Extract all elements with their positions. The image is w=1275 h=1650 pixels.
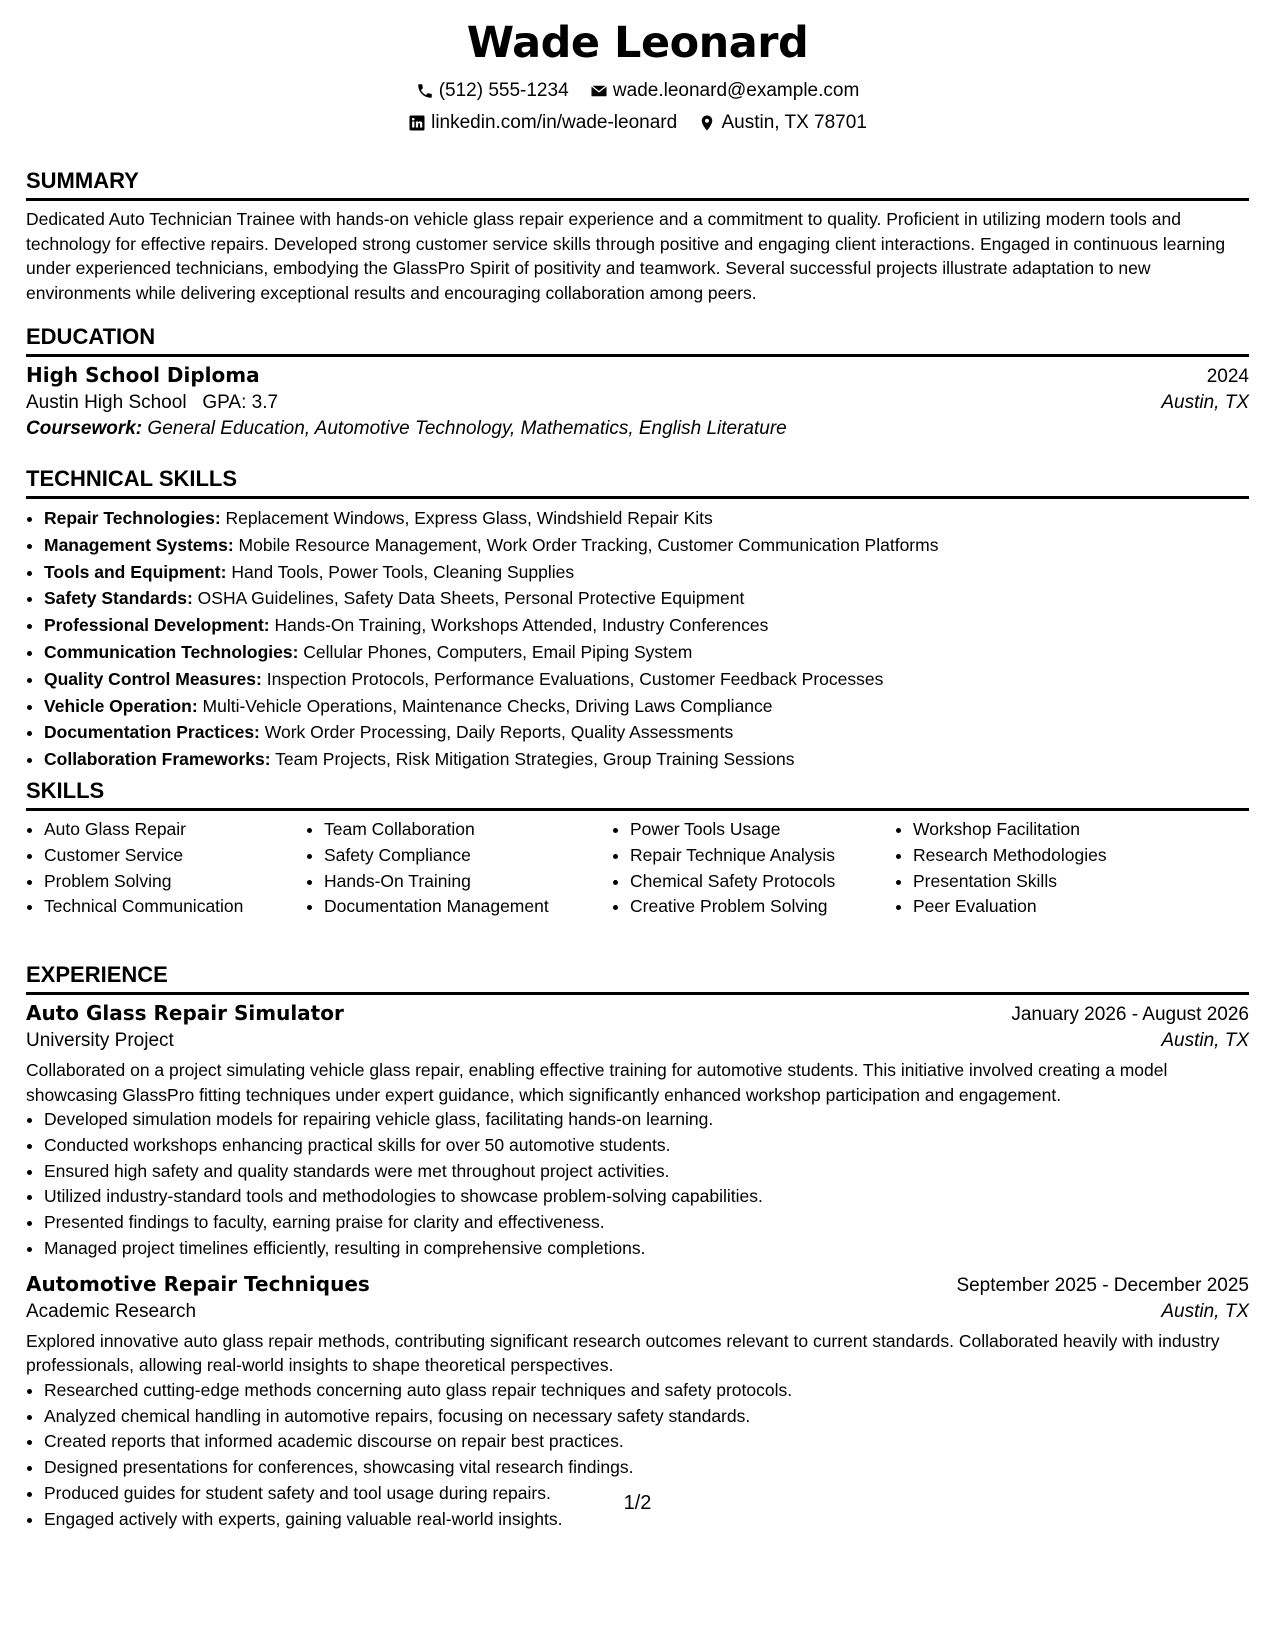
skill-category-value: Cellular Phones, Computers, Email Piping System (303, 641, 693, 662)
phone-number: (512) 555-1234 (438, 80, 569, 101)
skill-category-label: Communication Technologies: (44, 641, 299, 662)
location-text: Austin, TX 78701 (721, 112, 867, 133)
skill-category-value: Inspection Protocols, Performance Evaluations, Customer Feedback Processes (266, 668, 884, 689)
section-title-summary: SUMMARY (26, 168, 1249, 201)
list-item: • Problem Solving (44, 869, 306, 895)
skills-grid (26, 817, 1249, 920)
list-item: • Presented findings to faculty, earning praise for clarity and effectiveness. (44, 1210, 1249, 1236)
list-item: • Chemical Safety Protocols (630, 869, 895, 895)
list-item: • Creative Problem Solving (630, 894, 895, 920)
list-item: • Developed simulation models for repairing vehicle glass, facilitating hands-on learning. (44, 1107, 1249, 1133)
list-item: • Engaged actively with experts, gaining valuable real-world insights. (44, 1507, 1249, 1533)
experience-entry-1 (26, 1001, 1249, 1262)
list-item: • Utilized industry-standard tools and methodologies to showcase problem-solving capabilities. (44, 1184, 1249, 1210)
project-description: Collaborated on a project simulating vehicle glass repair, enabling effective training for automotive students. This initiative involved creating a model showcasing GlassPro fitting techniques under expert guidance, which significantly enhanced workshop participation and engagement. (26, 1060, 1168, 1105)
list-item: • Created reports that informed academic discourse on repair best practices. (44, 1429, 1249, 1455)
project-description: Explored innovative auto glass repair methods, contributing significant research outcomes relevant to current standards. Collaborated heavily with industry professionals, allowing real-world insights to shape theoretical perspectives. (26, 1330, 1220, 1376)
linkedin-contact[interactable] (408, 112, 677, 134)
list-item (44, 559, 1249, 586)
list-item (44, 746, 1249, 773)
skills-column-1 (26, 817, 306, 920)
candidate-name: Wade Leonard (466, 18, 809, 68)
list-item (44, 532, 1249, 559)
project-org: Academic Research (26, 1300, 197, 1322)
list-item: • Customer Service (44, 843, 306, 869)
summary-text: Dedicated Auto Technician Trainee with hands-on vehicle glass repair experience and a commitment to quality. Proficient in utilizing modern tools and technology for effective repairs. Developed strong customer service skills through positive and engaging client interactions. Engaged in continuous learning under experienced technicians, embodying the GlassPro Spirit of positivity and teamwork. Several successful projects illustrate adaptation to new environments while delivering exceptional results and encouraging collaboration among peers. (26, 209, 1226, 303)
education-header-row (26, 363, 1249, 388)
list-item: • Produced guides for student safety and tool usage during repairs. (44, 1481, 1249, 1507)
map-pin-icon (698, 114, 716, 132)
phone-icon (416, 82, 434, 100)
list-item (44, 666, 1249, 693)
skill-category-label: Documentation Practices: (44, 722, 260, 743)
phone-contact (416, 80, 569, 102)
skill-category-value: Replacement Windows, Express Glass, Windshield Repair Kits (225, 508, 713, 528)
list-item: • Team Collaboration (324, 817, 612, 843)
education-year: 2024 (1206, 366, 1249, 387)
project-org: University Project (26, 1030, 174, 1051)
list-item: • Conducted workshops enhancing practical skills for over 50 automotive students. (44, 1133, 1249, 1159)
list-item (44, 693, 1249, 720)
list-item: • Designed presentations for conferences, showcasing vital research findings. (44, 1455, 1249, 1481)
skill-category-value: Mobile Resource Management, Work Order Tracking, Customer Communication Platforms (238, 534, 939, 555)
project-dates: January 2026 - August 2026 (1011, 1004, 1249, 1025)
skill-category-label: Professional Development: (44, 615, 270, 636)
coursework-line (26, 418, 1249, 440)
contact-row-1 (0, 80, 1275, 106)
location-contact (698, 112, 866, 134)
list-item: • Peer Evaluation (913, 894, 1193, 920)
linkedin-url[interactable]: linkedin.com/in/wade-leonard (431, 112, 678, 133)
skill-category-label: Safety Standards: (44, 588, 193, 609)
skill-category-label: Management Systems: (44, 534, 234, 555)
list-item (44, 585, 1249, 612)
degree-title: High School Diploma (26, 363, 260, 387)
linkedin-icon (408, 114, 426, 132)
skills-column-4 (895, 817, 1193, 920)
list-item: • Managed project timelines efficiently, resulting in comprehensive completions. (44, 1236, 1249, 1262)
project-bullets (26, 1107, 1249, 1262)
school-line (26, 392, 278, 414)
skills-column-2 (306, 817, 612, 920)
coursework-list: General Education, Automotive Technology, Mathematics, English Literature (147, 418, 787, 439)
technical-skills-section (26, 466, 1249, 773)
coursework-label: Coursework: (26, 418, 143, 439)
list-item: • Power Tools Usage (630, 817, 895, 843)
experience-sub-row (26, 1030, 1249, 1052)
section-title-education: EDUCATION (26, 324, 1249, 357)
list-item (44, 505, 1249, 532)
list-item (44, 639, 1249, 666)
experience-header-row (26, 1001, 1249, 1026)
skill-category-value: Team Projects, Risk Mitigation Strategies, Group Training Sessions (275, 749, 795, 770)
contact-row-2 (0, 112, 1275, 138)
education-sub-row (26, 392, 1249, 414)
skill-category-value: Hands-On Training, Workshops Attended, Industry Conferences (274, 615, 769, 636)
project-location: Austin, TX (1161, 1030, 1249, 1051)
list-item: • Hands-On Training (324, 869, 612, 895)
list-item: • Technical Communication (44, 894, 306, 920)
list-item: • Researched cutting-edge methods concerning auto glass repair techniques and safety protocols. (44, 1378, 1249, 1404)
experience-header-row (26, 1272, 1249, 1297)
section-title-experience: EXPERIENCE (26, 962, 1249, 995)
school-name: Austin High School (26, 392, 187, 413)
project-location: Austin, TX (1161, 1300, 1249, 1322)
skill-category-value: OSHA Guidelines, Safety Data Sheets, Personal Protective Equipment (197, 588, 745, 609)
skill-category-value: Multi-Vehicle Operations, Maintenance Checks, Driving Laws Compliance (202, 695, 773, 716)
skill-category-label: Collaboration Frameworks: (44, 749, 271, 770)
technical-skills-list (26, 505, 1249, 773)
list-item: • Ensured high safety and quality standards were met throughout project activities. (44, 1159, 1249, 1185)
list-item (44, 612, 1249, 639)
list-item: • Workshop Facilitation (913, 817, 1193, 843)
skill-category-label: Repair Technologies: (44, 508, 221, 528)
list-item: • Research Methodologies (913, 843, 1193, 869)
list-item: • Documentation Management (324, 894, 612, 920)
skills-column-3 (612, 817, 895, 920)
page-number: 1/2 (623, 1492, 652, 1514)
skill-category-value: Work Order Processing, Daily Reports, Quality Assessments (264, 722, 734, 743)
email-address[interactable]: wade.leonard@example.com (612, 80, 860, 101)
gpa: GPA: 3.7 (202, 392, 279, 413)
email-contact[interactable] (590, 80, 859, 102)
skill-category-label: Quality Control Measures: (44, 668, 262, 689)
experience-sub-row (26, 1301, 1249, 1323)
skill-category-label: Tools and Equipment: (44, 561, 227, 582)
skill-category-value: Hand Tools, Power Tools, Cleaning Supplies (231, 561, 575, 582)
skills-section (26, 778, 1249, 920)
project-dates: September 2025 - December 2025 (956, 1274, 1249, 1296)
list-item (44, 719, 1249, 746)
section-title-technical-skills: TECHNICAL SKILLS (26, 466, 1249, 499)
project-title: Auto Glass Repair Simulator (26, 1001, 344, 1025)
list-item: • Repair Technique Analysis (630, 843, 895, 869)
education-section (26, 324, 1249, 440)
experience-section (26, 962, 1249, 1533)
list-item: • Auto Glass Repair (44, 817, 306, 843)
envelope-icon (590, 82, 608, 100)
list-item: • Analyzed chemical handling in automotive repairs, focusing on necessary safety standards. (44, 1404, 1249, 1430)
summary-section (26, 168, 1249, 305)
list-item: • Presentation Skills (913, 869, 1193, 895)
section-title-skills: SKILLS (26, 778, 1249, 811)
skill-category-label: Vehicle Operation: (44, 695, 198, 716)
list-item: • Safety Compliance (324, 843, 612, 869)
education-location: Austin, TX (1161, 392, 1249, 413)
project-title: Automotive Repair Techniques (26, 1271, 370, 1296)
